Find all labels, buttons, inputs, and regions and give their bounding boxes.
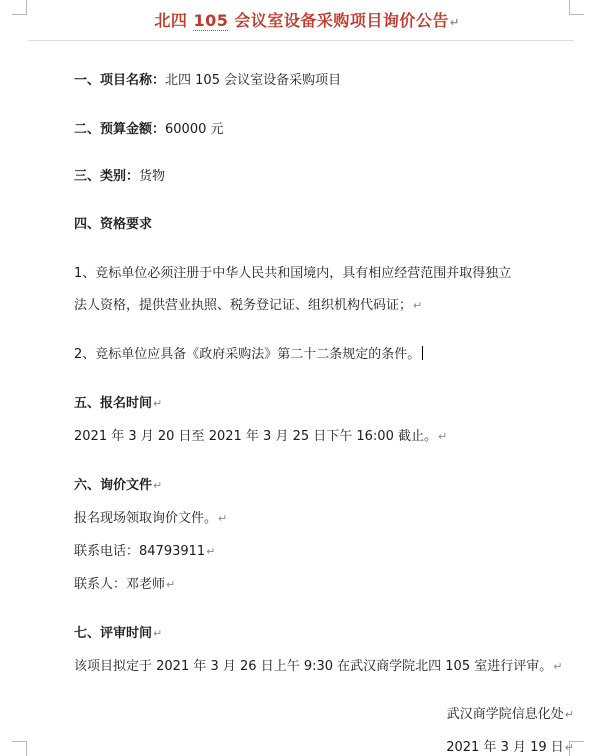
registration-time-text: 2021 年 3 月 20 日至 2021 年 3 月 25 日下午 16:00 截止。 — [74, 429, 437, 444]
paragraph-mark-icon: ↵ — [153, 479, 163, 492]
paragraph-mark-icon: ↵ — [206, 545, 216, 558]
document-title[interactable] — [0, 8, 614, 31]
contact-person-line[interactable] — [74, 573, 175, 592]
qualification-item-1-cont[interactable] — [74, 294, 422, 313]
contact-phone-line[interactable] — [74, 540, 215, 559]
project-name-line[interactable] — [74, 69, 341, 88]
qualification-item-1-text: 1、竞标单位必须注册于中华人民共和国境内，具有相应经营范围并取得独立 — [74, 266, 512, 281]
paragraph-mark-icon: ↵ — [166, 578, 176, 591]
inquiry-doc-text: 报名现场领取询价文件。 — [74, 511, 218, 526]
inquiry-doc-heading: 六、询价文件 — [74, 478, 153, 493]
title-prefix: 北四 — [154, 11, 194, 30]
review-heading: 七、评审时间 — [74, 626, 153, 641]
qualification-item-1-cont-text: 法人资格，提供营业执照、税务登记证、组织机构代码证； — [74, 298, 413, 313]
project-name-value: 北四 105 会议室设备采购项目 — [165, 73, 342, 88]
review-time-text: 该项目拟定于 2021 年 3 月 26 日上午 9:30 在武汉商学院北四 105 室进行评审。 — [74, 659, 553, 674]
registration-heading-line[interactable] — [74, 392, 162, 411]
footer-date: 2021 年 3 月 19 日 — [446, 740, 564, 755]
footer-org: 武汉商学院信息化处 — [446, 707, 564, 722]
paragraph-mark-icon: ↵ — [564, 741, 574, 754]
category-label: 三、类别： — [74, 169, 140, 184]
title-number: 105 — [193, 11, 229, 30]
qualification-item-2[interactable] — [74, 343, 423, 362]
registration-time-line[interactable] — [74, 425, 447, 444]
qualification-heading[interactable]: 四、资格要求 — [74, 217, 153, 232]
paragraph-mark-icon: ↵ — [553, 660, 563, 673]
paragraph-mark-icon: ↵ — [218, 512, 228, 525]
paragraph-mark-icon: ↵ — [564, 708, 574, 721]
inquiry-doc-heading-line[interactable] — [74, 474, 162, 493]
contact-phone-text: 联系电话：84793911 — [74, 544, 206, 559]
registration-heading: 五、报名时间 — [74, 396, 153, 411]
margin-corner-mark — [12, 741, 27, 756]
title-rest: 会议室设备采购项目询价公告 — [228, 11, 449, 30]
paragraph-mark-icon: ↵ — [449, 16, 460, 29]
paragraph-mark-icon: ↵ — [437, 430, 448, 443]
budget-line[interactable] — [74, 118, 224, 137]
paragraph-mark-icon: ↵ — [153, 397, 163, 410]
qualification-item-1[interactable] — [74, 262, 511, 281]
footer-date-line[interactable] — [446, 736, 574, 755]
budget-label: 二、预算金额： — [74, 122, 166, 137]
title-divider — [28, 40, 574, 41]
paragraph-mark-icon: ↵ — [413, 299, 423, 312]
category-line[interactable] — [74, 165, 165, 184]
budget-value: 60000 元 — [165, 122, 224, 137]
project-name-label: 一、项目名称： — [74, 73, 166, 88]
review-heading-line[interactable] — [74, 622, 162, 641]
footer-org-line[interactable] — [447, 703, 574, 722]
qualification-item-2-text: 2、竞标单位应具备《政府采购法》第二十二条规定的条件。 — [74, 347, 421, 362]
category-value: 货物 — [139, 169, 166, 184]
text-cursor — [422, 346, 423, 360]
review-time-line[interactable] — [74, 655, 562, 674]
inquiry-doc-line[interactable] — [74, 507, 227, 526]
contact-person-text: 联系人：邓老师 — [74, 577, 166, 592]
paragraph-mark-icon: ↵ — [153, 627, 163, 640]
